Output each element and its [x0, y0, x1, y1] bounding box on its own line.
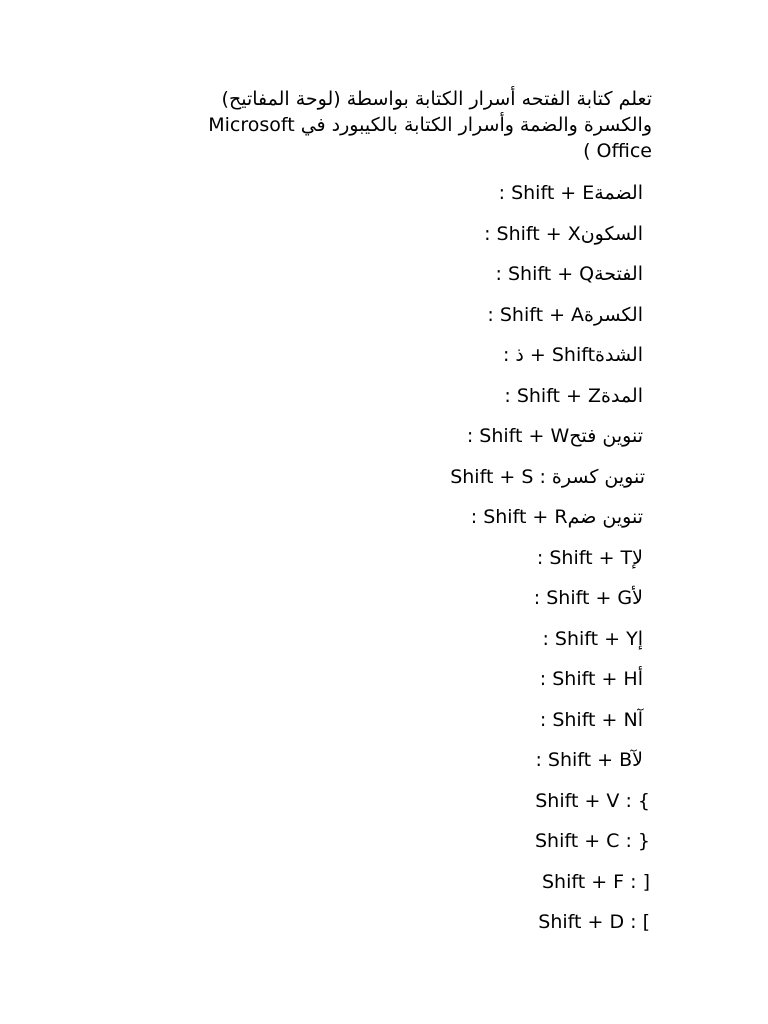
shortcut-entry: أShift + H : [539, 668, 643, 690]
shortcut-entry: Shift + D : [ [538, 911, 650, 933]
shortcut-entry: لإShift + T : [536, 547, 643, 569]
shortcut-entry: السكونShift + X : [484, 223, 643, 245]
document-heading: تعلم كتابة الفتحه أسرار الكتابة بواسطة (لوحة المفاتيح) والكسرة والضمة وأسرار الكتابة بالكيبورد في Microsoft Office ) [208, 88, 652, 162]
shortcut-entry: Shift + C : } [534, 830, 650, 852]
shortcut-entry: لأShift + G : [533, 587, 643, 609]
shortcut-entry: Shift + V : { [535, 790, 650, 812]
shortcut-entry: إShift + Y : [542, 628, 643, 650]
shortcut-entry: الشدةShift + ذ : [502, 344, 643, 366]
shortcut-entry: المدةShift + Z : [504, 385, 643, 407]
shortcut-entry: الضمةShift + E : [498, 182, 643, 204]
shortcut-entry: الفتحةShift + Q : [495, 263, 643, 285]
shortcut-entry: تنوين ضمShift + R : [470, 506, 643, 528]
shortcut-entry: الكسرةShift + A : [487, 304, 643, 326]
shortcut-entry: لآShift + B : [535, 749, 643, 771]
shortcut-entry: آShift + N : [539, 709, 643, 731]
shortcut-entry: تنوين كسرة : Shift + S [450, 466, 645, 488]
shortcut-entry: Shift + F : ] [541, 871, 650, 893]
shortcut-entry: تنوين فتحShift + W : [466, 425, 643, 447]
